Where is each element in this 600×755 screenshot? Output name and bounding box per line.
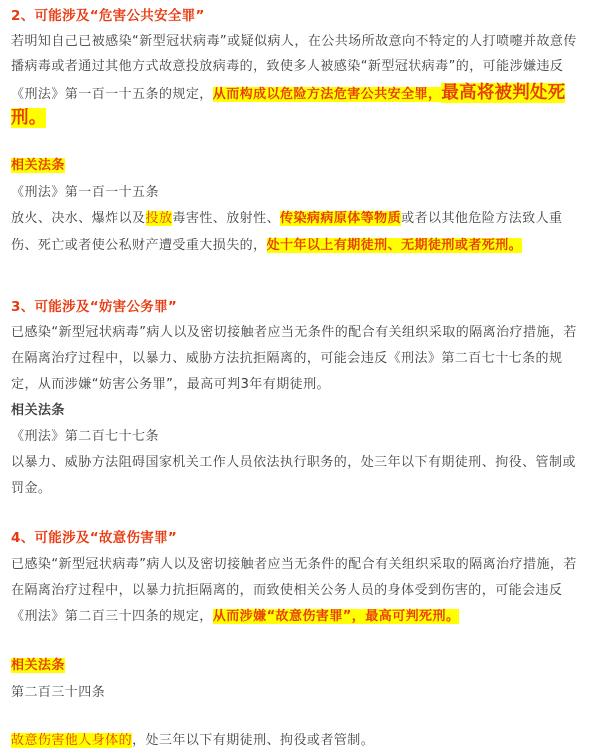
section-3-paragraph-line-1: 已感染“新型冠状病毒”病人以及密切接触者应当无条件的配合有关组织采取的隔离治疗措施，若 <box>11 325 577 340</box>
section-2-law-highlight-pathogen: 传染病病原体等物质 <box>280 211 402 226</box>
section-2-law-highlight-toufang: 投放 <box>145 211 173 226</box>
section-4-heading: 4、可能涉及“故意伤害罪” <box>11 530 178 546</box>
section-2-law-tag-line <box>11 156 65 176</box>
section-2-paragraph-line-4 <box>11 107 46 131</box>
section-2-law-text: 伤、死亡或者使公私财产遭受重大损失的， <box>11 238 267 253</box>
section-2-law-line-2 <box>11 236 522 256</box>
section-4-paragraph-line-1: 已感染“新型冠状病毒”病人以及密切接触者应当无条件的配合有关组织采取的隔离治疗措施，若 <box>11 557 577 572</box>
section-3-paragraph-line-3: 定，从而涉嫌“妨害公务罪”，最高可判3年有期徒刑。 <box>11 377 330 392</box>
section-3-law-title: 《刑法》第二百七十七条 <box>11 429 159 444</box>
section-2-article-ref: 《刑法》第一百一十五条的规定， <box>11 87 213 102</box>
section-3-law-tag-line <box>11 401 65 421</box>
section-2-paragraph-line-2: 播病毒或者通过其他方式故意投放病毒的，致使多人被感染“新型冠状病毒”的，可能涉嫌违反 <box>11 59 564 74</box>
section-2-law-text: 放火、决水、爆炸以及 <box>11 211 146 226</box>
section-3-heading: 3、可能涉及“妨害公务罪” <box>11 299 178 315</box>
section-4-law-title: 第二百三十四条 <box>11 685 106 700</box>
section-2-law-text: 毒害性、放射性、 <box>172 211 281 226</box>
section-4-paragraph-line-3 <box>11 607 459 627</box>
section-2-paragraph-line-3 <box>11 82 565 106</box>
section-3-law-line-1: 以暴力、威胁方法阻碍国家机关工作人员依法执行职务的，处三年以下有期徒刑、拘役、管制或 <box>11 455 576 470</box>
section-4-law-text: ，处三年以下有期徒刑、拘役或者管制。 <box>132 733 375 748</box>
section-3-law-line-2: 罚金。 <box>11 481 52 496</box>
section-2-max-penalty: 最高将被判处死 <box>441 83 566 103</box>
section-4-paragraph-line-2: 在隔离治疗过程中，以暴力抗拒隔离的，而致使相关公务人员的身体受到伤害的，可能会违反 <box>11 583 563 598</box>
section-2-law-line-1 <box>11 209 563 229</box>
section-4-crime-highlight: 从而涉嫌“故意伤害罪”，最高可判死刑。 <box>212 609 460 624</box>
section-4-article-ref: 《刑法》第二百三十四条的规定， <box>11 609 213 624</box>
section-2-crime-highlight: 从而构成以危险方法危害公共安全罪， <box>212 87 442 102</box>
section-2-heading: 2、可能涉及“危害公共安全罪” <box>11 8 205 24</box>
section-4-law-line-1 <box>11 731 374 751</box>
section-3-paragraph-line-2: 在隔离治疗过程中，以暴力、威胁方法抗拒隔离的，可能会违反《刑法》第二百七十七条的规 <box>11 351 563 366</box>
section-4-law-tag: 相关法条 <box>11 658 65 673</box>
section-2-law-text: 或者以其他危险方法致人重 <box>401 211 563 226</box>
section-3-law-tag: 相关法条 <box>11 403 65 418</box>
section-4-law-highlight: 故意伤害他人身体的 <box>11 733 133 748</box>
section-2-law-tag: 相关法条 <box>11 158 65 173</box>
section-2-paragraph-line-1: 若明知自己已被感染“新型冠状病毒”或疑似病人，在公共场所故意向不特定的人打喷嚏并故意传 <box>11 34 577 49</box>
section-2-law-highlight-penalty: 处十年以上有期徒刑、无期徒刑或者死刑。 <box>266 238 523 253</box>
section-2-law-title: 《刑法》第一百一十五条 <box>11 185 159 200</box>
section-4-law-tag-line <box>11 656 65 676</box>
section-2-max-penalty-end: 刑。 <box>11 108 47 128</box>
